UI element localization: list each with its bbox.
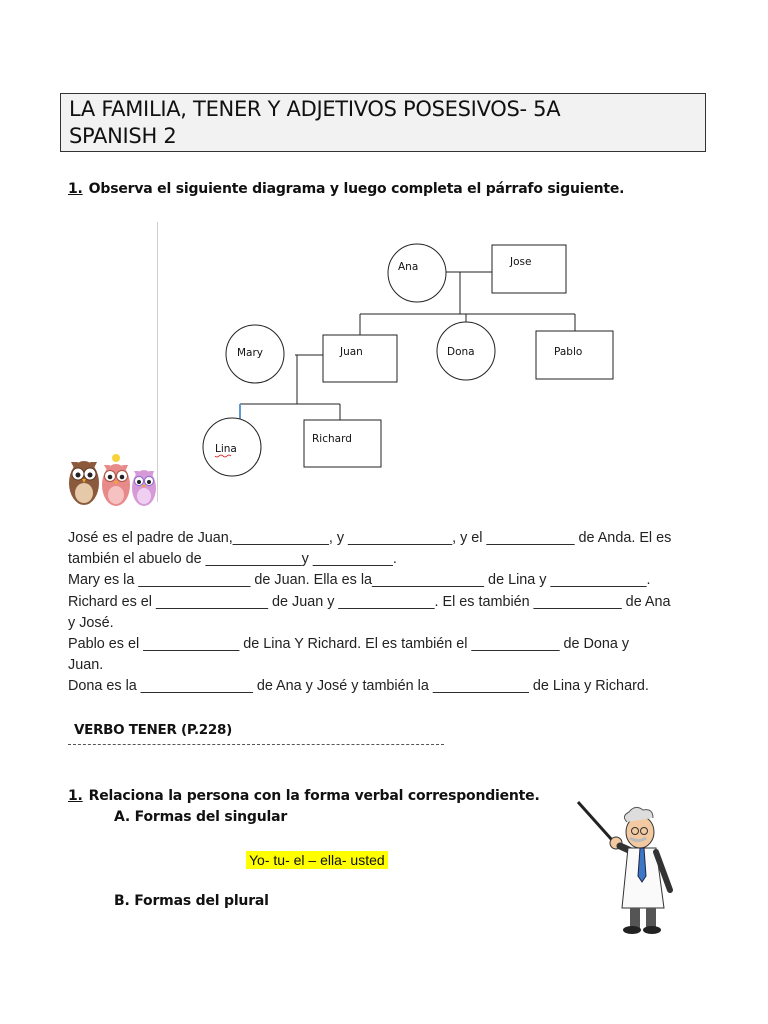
owls-illustration <box>64 450 160 510</box>
paragraph-line: Mary es la ______________ de Juan. Ella es la______________ de Lina y ____________. <box>68 572 651 589</box>
title-line-2: SPANISH 2 <box>69 124 177 148</box>
ana-node <box>388 244 446 302</box>
paragraph-line: Pablo es el ____________ de Lina Y Richard. El es también el ___________ de Dona y <box>68 636 630 653</box>
juan-label: Juan <box>340 346 363 358</box>
leg-left <box>630 908 640 928</box>
brown-owl <box>69 461 99 505</box>
jose-label: Jose <box>510 256 532 268</box>
ana-label: Ana <box>398 261 419 273</box>
pablo-label: Pablo <box>554 346 583 358</box>
verbo-tener-heading: VERBO TENER (P.228) <box>74 722 232 738</box>
question-2 <box>68 788 540 804</box>
juan-node <box>323 335 397 382</box>
part-a-label: A. Formas del singular <box>114 809 288 825</box>
question-2-number: 1. <box>68 788 83 804</box>
question-1 <box>68 181 624 197</box>
question-1-number: 1. <box>68 181 83 197</box>
singular-pronouns <box>246 850 388 869</box>
fill-in-paragraph <box>68 528 708 698</box>
pink-owl <box>102 454 130 506</box>
shoe-left <box>623 926 641 934</box>
richard-label: Richard <box>312 433 352 445</box>
paragraph-line: José es el padre de Juan,____________, y _____________, y el ___________ de Anda. El es <box>68 530 672 546</box>
section-divider <box>68 744 444 745</box>
title-line-1: LA FAMILIA, TENER Y ADJETIVOS POSESIVOS- 5A <box>69 97 561 121</box>
professor-illustration <box>572 798 692 938</box>
paragraph-line: Juan. <box>68 657 104 674</box>
leg-right <box>646 908 656 928</box>
singular-pronouns-highlight: Yo- tu- el – ella- usted <box>246 851 388 869</box>
purple-owl <box>132 470 156 506</box>
lina-label: Lina <box>215 443 237 455</box>
worksheet-title <box>60 93 706 152</box>
jose-node <box>492 245 566 293</box>
question-1-text: Observa el siguiente diagrama y luego completa el párrafo siguiente. <box>88 181 625 197</box>
paragraph-line: y José. <box>68 614 114 631</box>
professor-tie <box>638 848 646 882</box>
dona-label: Dona <box>447 346 475 358</box>
paragraph-line: Dona es la ______________ de Ana y José y también la ____________ de Lina y Richard. <box>68 678 649 695</box>
paragraph-line: también el abuelo de ____________y __________. <box>68 551 397 568</box>
mary-label: Mary <box>237 347 264 359</box>
pointer-stick <box>578 802 612 840</box>
shoe-right <box>643 926 661 934</box>
question-2-text: Relaciona la persona con la forma verbal correspondiente. <box>88 788 540 804</box>
family-tree-diagram <box>190 230 630 480</box>
part-b-label: B. Formas del plural <box>114 893 269 909</box>
paragraph-line: Richard es el ______________ de Juan y ____________. El es también ___________ de Ana <box>68 593 671 610</box>
